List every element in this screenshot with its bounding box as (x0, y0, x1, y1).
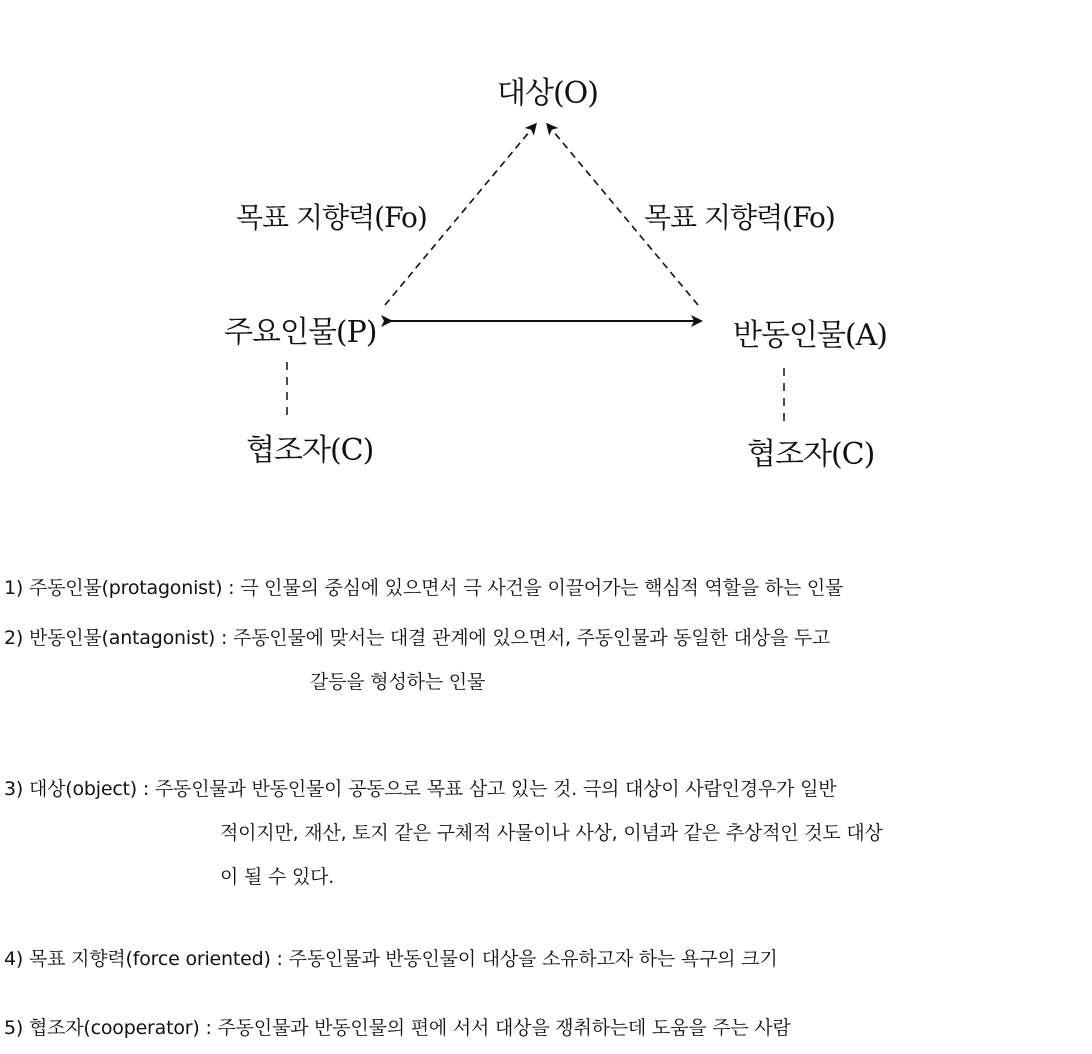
definition-line: 이 될 수 있다. (220, 866, 335, 888)
definition-line: 적이지만, 재산, 토지 같은 구체적 사물이나 사상, 이념과 같은 추상적인 것도 대상 (220, 822, 883, 844)
definition-protagonist (4, 566, 1092, 610)
definition-line: 5) 협조자(cooperator) : 주동인물과 반동인물의 편에 서서 대상을 쟁취하는데 도움을 주는 사람 (4, 1017, 791, 1039)
definition-line: 3) 대상(object) : 주동인물과 반동인물이 공동으로 목표 삼고 있는 것. 극의 대상이 사람인경우가 일반 (4, 778, 837, 800)
node-object: 대상(O) (497, 76, 598, 111)
definition-force (4, 937, 1092, 981)
node-cooperator-left: 협조자(C) (246, 433, 374, 468)
definition-line: 2) 반동인물(antagonist) : 주동인물에 맞서는 대결 관계에 있으면서, 주동인물과 동일한 대상을 두고 (4, 627, 831, 649)
definition-object (4, 767, 1092, 899)
definition-cooperator (4, 1006, 1092, 1050)
definition-line: 4) 목표 지향력(force oriented) : 주동인물과 반동인물이 대상을 소유하고자 하는 욕구의 크기 (4, 948, 778, 970)
definition-line: 갈등을 형성하는 인물 (310, 671, 486, 693)
node-antagonist: 반동인물(A) (733, 318, 887, 353)
force-label-left: 목표 지향력(Fo) (236, 201, 427, 234)
force-label-right: 목표 지향력(Fo) (644, 201, 835, 234)
definition-line: 1) 주동인물(protagonist) : 극 인물의 중심에 있으면서 극 사건을 이끌어가는 핵심적 역할을 하는 인물 (4, 577, 844, 599)
node-cooperator-right: 협조자(C) (747, 437, 875, 472)
node-protagonist: 주요인물(P) (224, 315, 377, 350)
definition-antagonist (4, 616, 1092, 704)
